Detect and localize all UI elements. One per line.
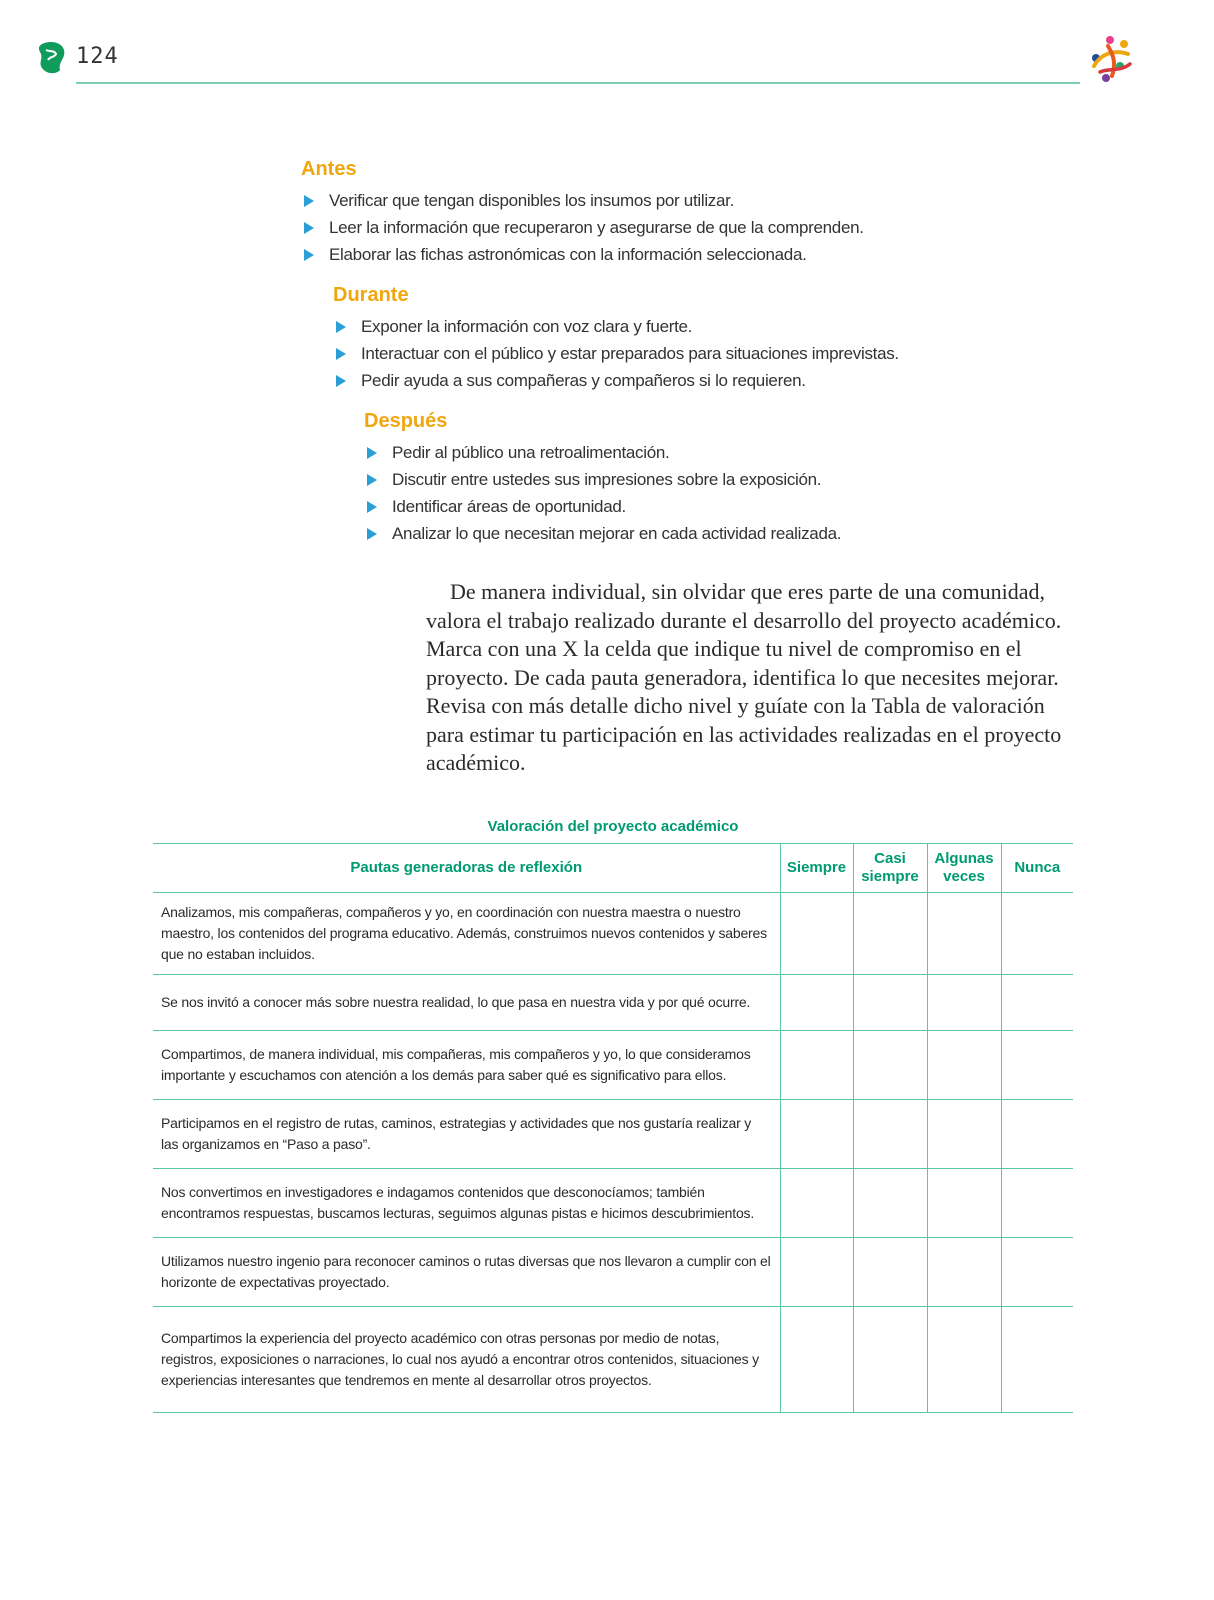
list-item-text: Pedir ayuda a sus compañeras y compañeros si lo requieren. (361, 371, 806, 390)
column-header-criteria: Pautas generadoras de reflexión (153, 844, 780, 893)
cell-siempre[interactable] (780, 1169, 853, 1238)
stage-title: Después (364, 410, 448, 432)
column-header-casi-siempre: Casi siempre (853, 844, 927, 893)
stage-title: Antes (301, 158, 357, 180)
cell-algunas-veces[interactable] (927, 1169, 1001, 1238)
cell-casi-siempre[interactable] (853, 1238, 927, 1307)
criterion-text: Compartimos, de manera individual, mis compañeras, mis compañeros y yo, lo que consideramos importante y escuchamos con atención a los demás para saber qué es significativo para ellos. (153, 1031, 780, 1100)
list-item-text: Verificar que tengan disponibles los insumos por utilizar. (329, 191, 735, 210)
list-item (364, 439, 841, 466)
criterion-text: Se nos invitó a conocer más sobre nuestra realidad, lo que pasa en nuestra vida y por qué ocurre. (153, 975, 780, 1031)
page-number: 124 (76, 44, 119, 69)
header-divider (76, 82, 1080, 84)
list-item (333, 313, 899, 340)
stage-list (301, 187, 864, 268)
bullet-icon (366, 446, 378, 460)
stage-antes (301, 157, 864, 268)
evaluation-table (153, 843, 1073, 1413)
bullet-icon (335, 347, 347, 361)
cell-casi-siempre[interactable] (853, 1169, 927, 1238)
list-item (364, 466, 841, 493)
stage-despues (364, 409, 841, 547)
cell-nunca[interactable] (1001, 1307, 1073, 1413)
table-row (153, 1307, 1073, 1413)
list-item (301, 214, 864, 241)
cell-casi-siempre[interactable] (853, 1307, 927, 1413)
cell-nunca[interactable] (1001, 1031, 1073, 1100)
list-item (364, 493, 841, 520)
list-item-text: Leer la información que recuperaron y asegurarse de que la comprenden. (329, 218, 864, 237)
cell-algunas-veces[interactable] (927, 975, 1001, 1031)
table-row (153, 975, 1073, 1031)
list-item (333, 367, 899, 394)
cell-siempre[interactable] (780, 893, 853, 975)
criterion-text: Utilizamos nuestro ingenio para reconocer caminos o rutas diversas que nos llevaron a cumplir con el horizonte de expectativas proyectado. (153, 1238, 780, 1307)
criterion-text: Participamos en el registro de rutas, caminos, estrategias y actividades que nos gustaría realizar y las organizamos en “Paso a paso”. (153, 1100, 780, 1169)
cell-casi-siempre[interactable] (853, 893, 927, 975)
table-title: Valoración del proyecto académico (487, 818, 739, 835)
column-header-algunas-veces: Algunas veces (927, 844, 1001, 893)
list-item (301, 187, 864, 214)
cell-algunas-veces[interactable] (927, 1307, 1001, 1413)
stage-list (333, 313, 899, 394)
cell-siempre[interactable] (780, 1031, 853, 1100)
cell-algunas-veces[interactable] (927, 1031, 1001, 1100)
cell-siempre[interactable] (780, 1238, 853, 1307)
list-item-text: Analizar lo que necesitan mejorar en cada actividad realizada. (392, 524, 842, 543)
table-row (153, 1169, 1073, 1238)
cell-nunca[interactable] (1001, 1238, 1073, 1307)
column-header-siempre: Siempre (780, 844, 853, 893)
bullet-icon (335, 374, 347, 388)
stage-list (364, 439, 841, 547)
table-header-row (153, 844, 1073, 893)
bullet-icon (335, 320, 347, 334)
cell-casi-siempre[interactable] (853, 1100, 927, 1169)
cell-nunca[interactable] (1001, 893, 1073, 975)
list-item (364, 520, 841, 547)
table-row (153, 893, 1073, 975)
criterion-text: Analizamos, mis compañeras, compañeros y yo, en coordinación con nuestra maestra o nuestro maestro, los contenidos del programa educativo. Además, construimos nuevos contenidos y saberes que no estaban incluidos. (153, 893, 780, 975)
list-item-text: Elaborar las fichas astronómicas con la información seleccionada. (329, 245, 807, 264)
column-header-nunca: Nunca (1001, 844, 1073, 893)
cell-nunca[interactable] (1001, 1169, 1073, 1238)
table-row (153, 1238, 1073, 1307)
green-leaf-logo-icon (36, 40, 68, 76)
cell-siempre[interactable] (780, 1100, 853, 1169)
cell-nunca[interactable] (1001, 1100, 1073, 1169)
list-item (333, 340, 899, 367)
cell-siempre[interactable] (780, 975, 853, 1031)
cell-casi-siempre[interactable] (853, 975, 927, 1031)
stage-title: Durante (333, 284, 409, 306)
colorful-figures-icon (1086, 32, 1142, 88)
bullet-icon (303, 248, 315, 262)
bullet-icon (366, 500, 378, 514)
list-item-text: Discutir entre ustedes sus impresiones sobre la exposición. (392, 470, 822, 489)
instructions-paragraph: De manera individual, sin olvidar que eres parte de una comunidad, valora el trabajo realizado durante el desarrollo del proyecto académico. Marca con una X la celda que indique tu nivel de compromiso en el proyecto. De cada pauta generadora, identifica lo que necesites mejorar. Revisa con más detalle dicho nivel y guíate con la Tabla de valoración para estimar tu participación en las actividades realizadas en el proyecto académico. (426, 579, 1062, 775)
cell-siempre[interactable] (780, 1307, 853, 1413)
cell-nunca[interactable] (1001, 975, 1073, 1031)
table-row (153, 1100, 1073, 1169)
criterion-text: Compartimos la experiencia del proyecto académico con otras personas por medio de notas, registros, exposiciones o narraciones, lo cual nos ayudó a encontrar otros contenidos, situaciones y experiencias interesantes que tendremos en mente al desarrollar otros proyectos. (153, 1307, 780, 1413)
bullet-icon (366, 527, 378, 541)
list-item-text: Exponer la información con voz clara y fuerte. (361, 317, 693, 336)
list-item-text: Identificar áreas de oportunidad. (392, 497, 626, 516)
list-item (301, 241, 864, 268)
bullet-icon (303, 221, 315, 235)
cell-algunas-veces[interactable] (927, 1238, 1001, 1307)
list-item-text: Pedir al público una retroalimentación. (392, 443, 670, 462)
stage-durante (333, 283, 899, 394)
criterion-text: Nos convertimos en investigadores e indagamos contenidos que desconocíamos; también encontramos respuestas, buscamos lecturas, seguimos algunas pistas e hicimos descubrimientos. (153, 1169, 780, 1238)
bullet-icon (303, 194, 315, 208)
cell-algunas-veces[interactable] (927, 893, 1001, 975)
bullet-icon (366, 473, 378, 487)
cell-casi-siempre[interactable] (853, 1031, 927, 1100)
cell-algunas-veces[interactable] (927, 1100, 1001, 1169)
table-row (153, 1031, 1073, 1100)
list-item-text: Interactuar con el público y estar preparados para situaciones imprevistas. (361, 344, 899, 363)
